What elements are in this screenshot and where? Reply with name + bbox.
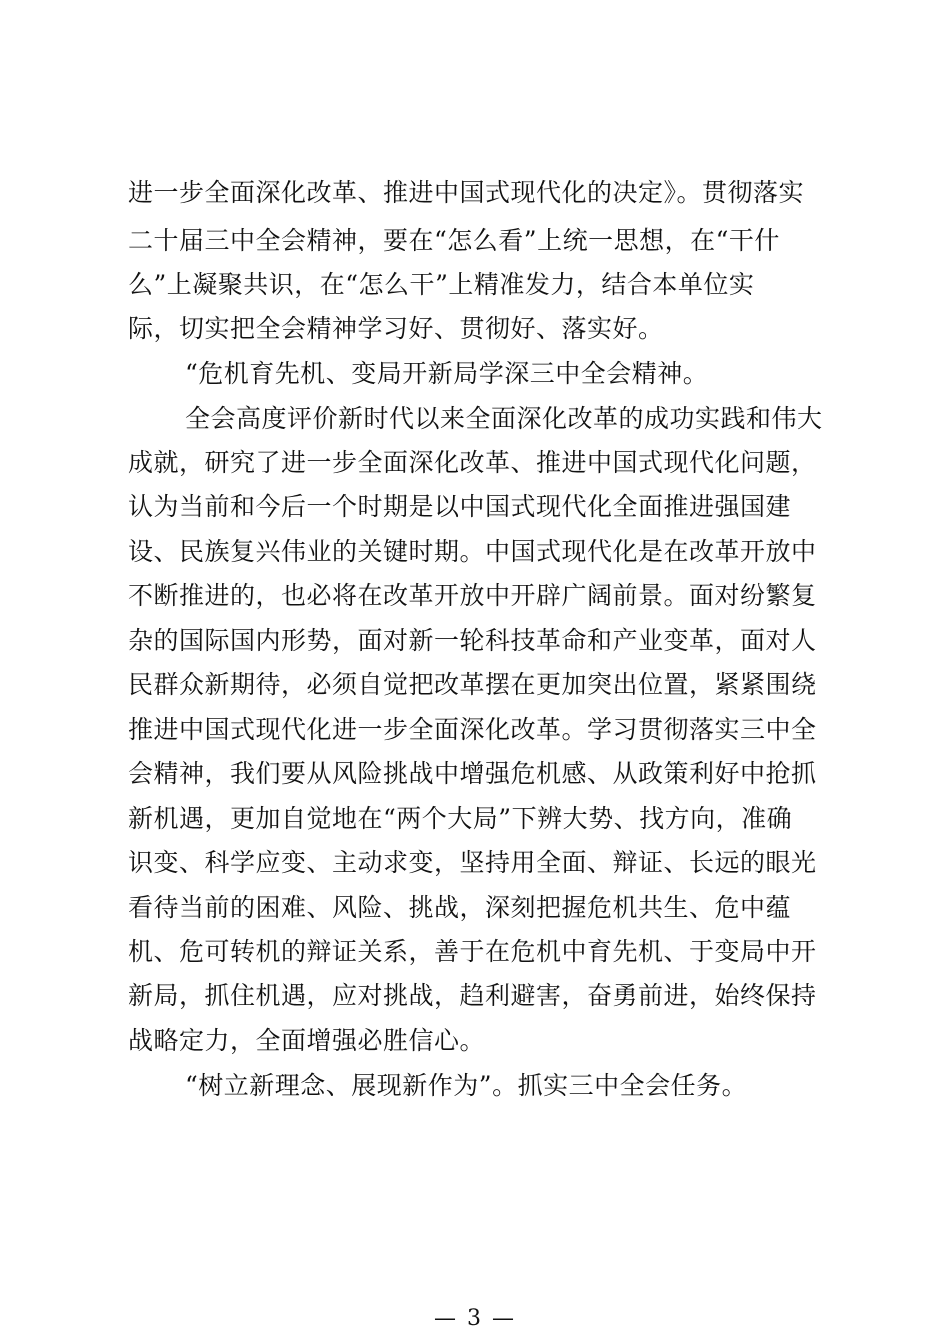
- paragraph-heading: “危机育先机、变局开新局学深三中全会精神。: [185, 359, 709, 388]
- text-line: 么”上凝聚共识，在“怎么干”上精准发力，结合本单位实: [128, 270, 755, 299]
- text-line: 会精神，我们要从风险挑战中增强危机感、从政策利好中抢抓: [128, 759, 817, 788]
- text-line: 二十届三中全会精神，要在“怎么看”上统一思想，在“干什: [128, 226, 780, 255]
- text-line: 机、危可转机的辩证关系，善于在危机中育先机、于变局中开: [128, 937, 817, 966]
- text-line: 新局，抓住机遇，应对挑战，趋利避害，奋勇前进，始终保持: [128, 981, 817, 1010]
- text-line: 全会高度评价新时代以来全面深化改革的成功实践和伟大: [185, 404, 823, 433]
- text-line: 新机遇，更加自觉地在“两个大局”下辨大势、找方向，准确: [128, 804, 793, 833]
- text-line: 设、民族复兴伟业的关键时期。中国式现代化是在改革开放中: [128, 537, 817, 566]
- text-line: 认为当前和今后一个时期是以中国式现代化全面推进强国建: [128, 492, 792, 521]
- paragraph-heading: “树立新理念、展现新作为”。抓实三中全会任务。: [185, 1071, 748, 1100]
- text-line: 际，切实把全会精神学习好、贯彻好、落实好。: [128, 314, 664, 343]
- text-line: 杂的国际国内形势，面对新一轮科技革命和产业变革，面对人: [128, 626, 817, 655]
- text-line: 看待当前的困难、风险、挑战，深刻把握危机共生、危中蕴: [128, 893, 792, 922]
- text-line: 民群众新期待，必须自觉把改革摆在更加突出位置，紧紧围绕: [128, 670, 817, 699]
- text-line: 成就，研究了进一步全面深化改革、推进中国式现代化问题，: [128, 448, 817, 477]
- text-line: 识变、科学应变、主动求变，坚持用全面、辩证、长远的眼光: [128, 848, 817, 877]
- text-line: 进一步全面深化改革、推进中国式现代化的决定》。贯彻落实: [128, 178, 805, 207]
- text-line: 战略定力，全面增强必胜信心。: [128, 1026, 486, 1055]
- text-line: 不断推进的，也必将在改革开放中开辟广阔前景。面对纷繁复: [128, 581, 817, 610]
- text-line: 推进中国式现代化进一步全面深化改革。学习贯彻落实三中全: [128, 715, 817, 744]
- page-number: — 3 —: [434, 1306, 516, 1331]
